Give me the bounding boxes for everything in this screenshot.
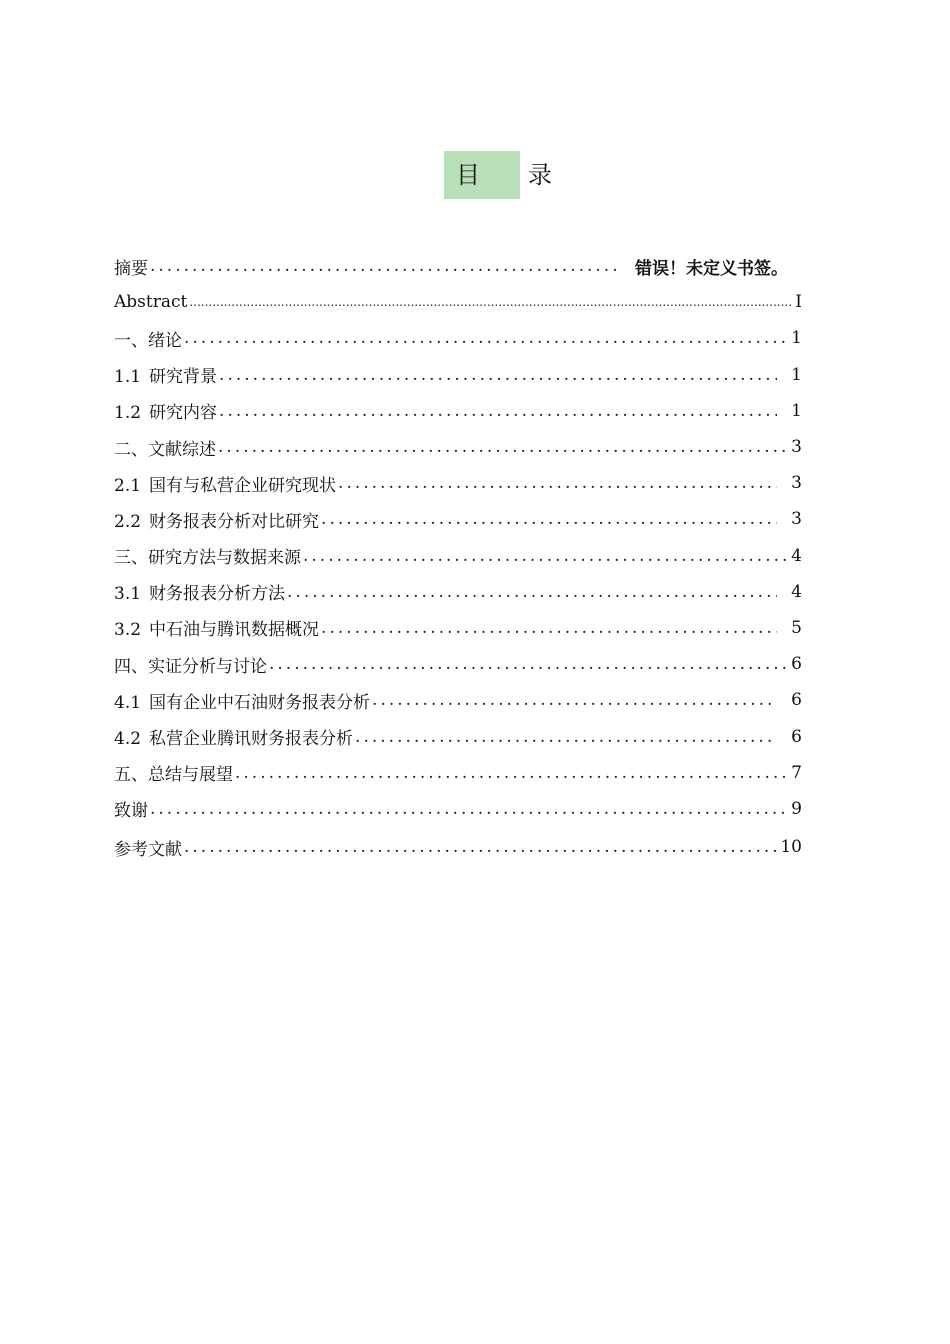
toc-entry-page: 1	[791, 400, 802, 421]
toc-entry-section-2-2[interactable]	[114, 501, 802, 537]
toc-entry-section-4-1[interactable]	[114, 682, 802, 718]
toc-entry-label: 一、绪论	[114, 330, 182, 351]
toc-entry-page: 1	[791, 364, 802, 385]
toc-entry-label: 五、总结与展望	[114, 765, 233, 786]
toc-leader-dots	[184, 328, 789, 348]
toc-leader-dots	[355, 727, 777, 747]
toc-entry-label: 中石油与腾讯数据概况	[149, 620, 320, 641]
toc-entry-label-wrap	[114, 688, 370, 713]
toc-entry-label: 摘要	[114, 258, 148, 279]
toc-entry-abstract-cn[interactable]	[114, 248, 802, 284]
toc-entry-label: 四、实证分析与讨论	[114, 656, 267, 677]
toc-entry-label-wrap	[114, 507, 319, 532]
toc-entry-number: 4.2	[114, 729, 142, 750]
toc-entry-section-2-1[interactable]	[114, 465, 802, 501]
toc-entry-label: Abstract	[114, 292, 188, 313]
toc-entry-page: 4	[791, 545, 802, 566]
toc-entry-page: 6	[791, 726, 802, 747]
toc-entry-number: 3.1	[114, 584, 142, 605]
toc-entry-page: 3	[791, 473, 802, 494]
toc-entry-page: 7	[791, 762, 802, 783]
toc-leader-dots	[219, 401, 777, 421]
toc-entry-chapter-4[interactable]	[114, 646, 802, 682]
toc-entry-page: 6	[791, 654, 802, 675]
toc-entry-label-wrap	[114, 724, 353, 749]
toc-entry-label-wrap	[114, 471, 336, 496]
toc-entry-number: 4.1	[114, 692, 142, 713]
toc-entry-label: 私营企业腾讯财务报表分析	[149, 729, 354, 750]
toc-entry-section-3-2[interactable]	[114, 610, 802, 646]
toc-entry-page: 1	[791, 328, 802, 349]
toc-entry-section-1-2[interactable]	[114, 393, 802, 429]
toc-entry-references[interactable]	[114, 827, 802, 867]
toc-leader-dots	[219, 365, 777, 385]
toc-leader-dots	[150, 799, 789, 819]
toc-entry-section-3-1[interactable]	[114, 574, 802, 610]
toc-entry-acknowledgement[interactable]	[114, 791, 802, 827]
toc-entry-number: 2.1	[114, 475, 142, 496]
toc-entry-label: 国有企业中石油财务报表分析	[149, 692, 371, 713]
toc-entry-label: 财务报表分析对比研究	[149, 511, 320, 532]
toc-entry-page: 3	[791, 437, 802, 458]
toc-leader-dots	[303, 546, 789, 566]
toc-leader-dots	[321, 618, 777, 638]
toc-entry-number: 3.2	[114, 620, 142, 641]
toc-leader-dots	[218, 437, 789, 457]
toc-leader-dots	[372, 690, 777, 710]
toc-entry-label: 研究背景	[149, 367, 218, 388]
toc-entry-label: 三、研究方法与数据来源	[114, 548, 301, 569]
toc-leader-dots	[338, 473, 777, 493]
toc-entry-label: 研究内容	[149, 403, 218, 424]
toc-entry-page: 9	[791, 798, 802, 819]
toc-leader-dots	[150, 256, 621, 276]
toc-entry-page: 10	[780, 837, 802, 857]
toc-entry-label: 二、文献综述	[114, 439, 216, 460]
toc-entry-chapter-2[interactable]	[114, 429, 802, 465]
toc-entry-label-wrap	[114, 362, 217, 387]
toc-entry-number: 2.2	[114, 511, 142, 532]
toc-entry-page: I	[795, 292, 802, 313]
toc-entry-label-wrap	[114, 615, 319, 640]
toc-entry-page: 3	[791, 509, 802, 530]
toc-entry-label-wrap	[114, 398, 217, 423]
toc-leader-dots	[269, 654, 789, 674]
toc-entry-label: 参考文献	[114, 839, 182, 860]
toc-entry-label: 国有与私营企业研究现状	[149, 475, 337, 496]
toc-entry-chapter-3[interactable]	[114, 538, 802, 574]
toc-leader-dots	[287, 582, 777, 602]
toc-leader-dots	[184, 837, 778, 857]
toc-entry-number: 1.1	[114, 367, 142, 388]
toc-entry-error-text: 错误！未定义书签。	[635, 258, 788, 279]
toc-entry-chapter-1[interactable]	[114, 320, 802, 356]
toc-entry-chapter-5[interactable]	[114, 755, 802, 791]
toc-entry-section-1-1[interactable]	[114, 357, 802, 393]
toc-entry-number: 1.2	[114, 403, 142, 424]
toc-entry-label-wrap	[114, 579, 285, 604]
toc-entry-label: 财务报表分析方法	[149, 584, 286, 605]
toc-title: 目 录	[444, 151, 520, 199]
toc-leader-dots	[235, 763, 789, 783]
toc-entry-label: 致谢	[114, 801, 148, 822]
toc-entry-page: 4	[791, 581, 802, 602]
table-of-contents	[114, 248, 802, 867]
toc-entry-page: 5	[791, 617, 802, 638]
toc-entry-abstract-en[interactable]	[114, 284, 802, 320]
toc-entry-page: 6	[791, 690, 802, 711]
toc-entry-section-4-2[interactable]	[114, 718, 802, 754]
toc-leader-dots	[189, 292, 793, 312]
toc-leader-dots	[321, 509, 777, 529]
